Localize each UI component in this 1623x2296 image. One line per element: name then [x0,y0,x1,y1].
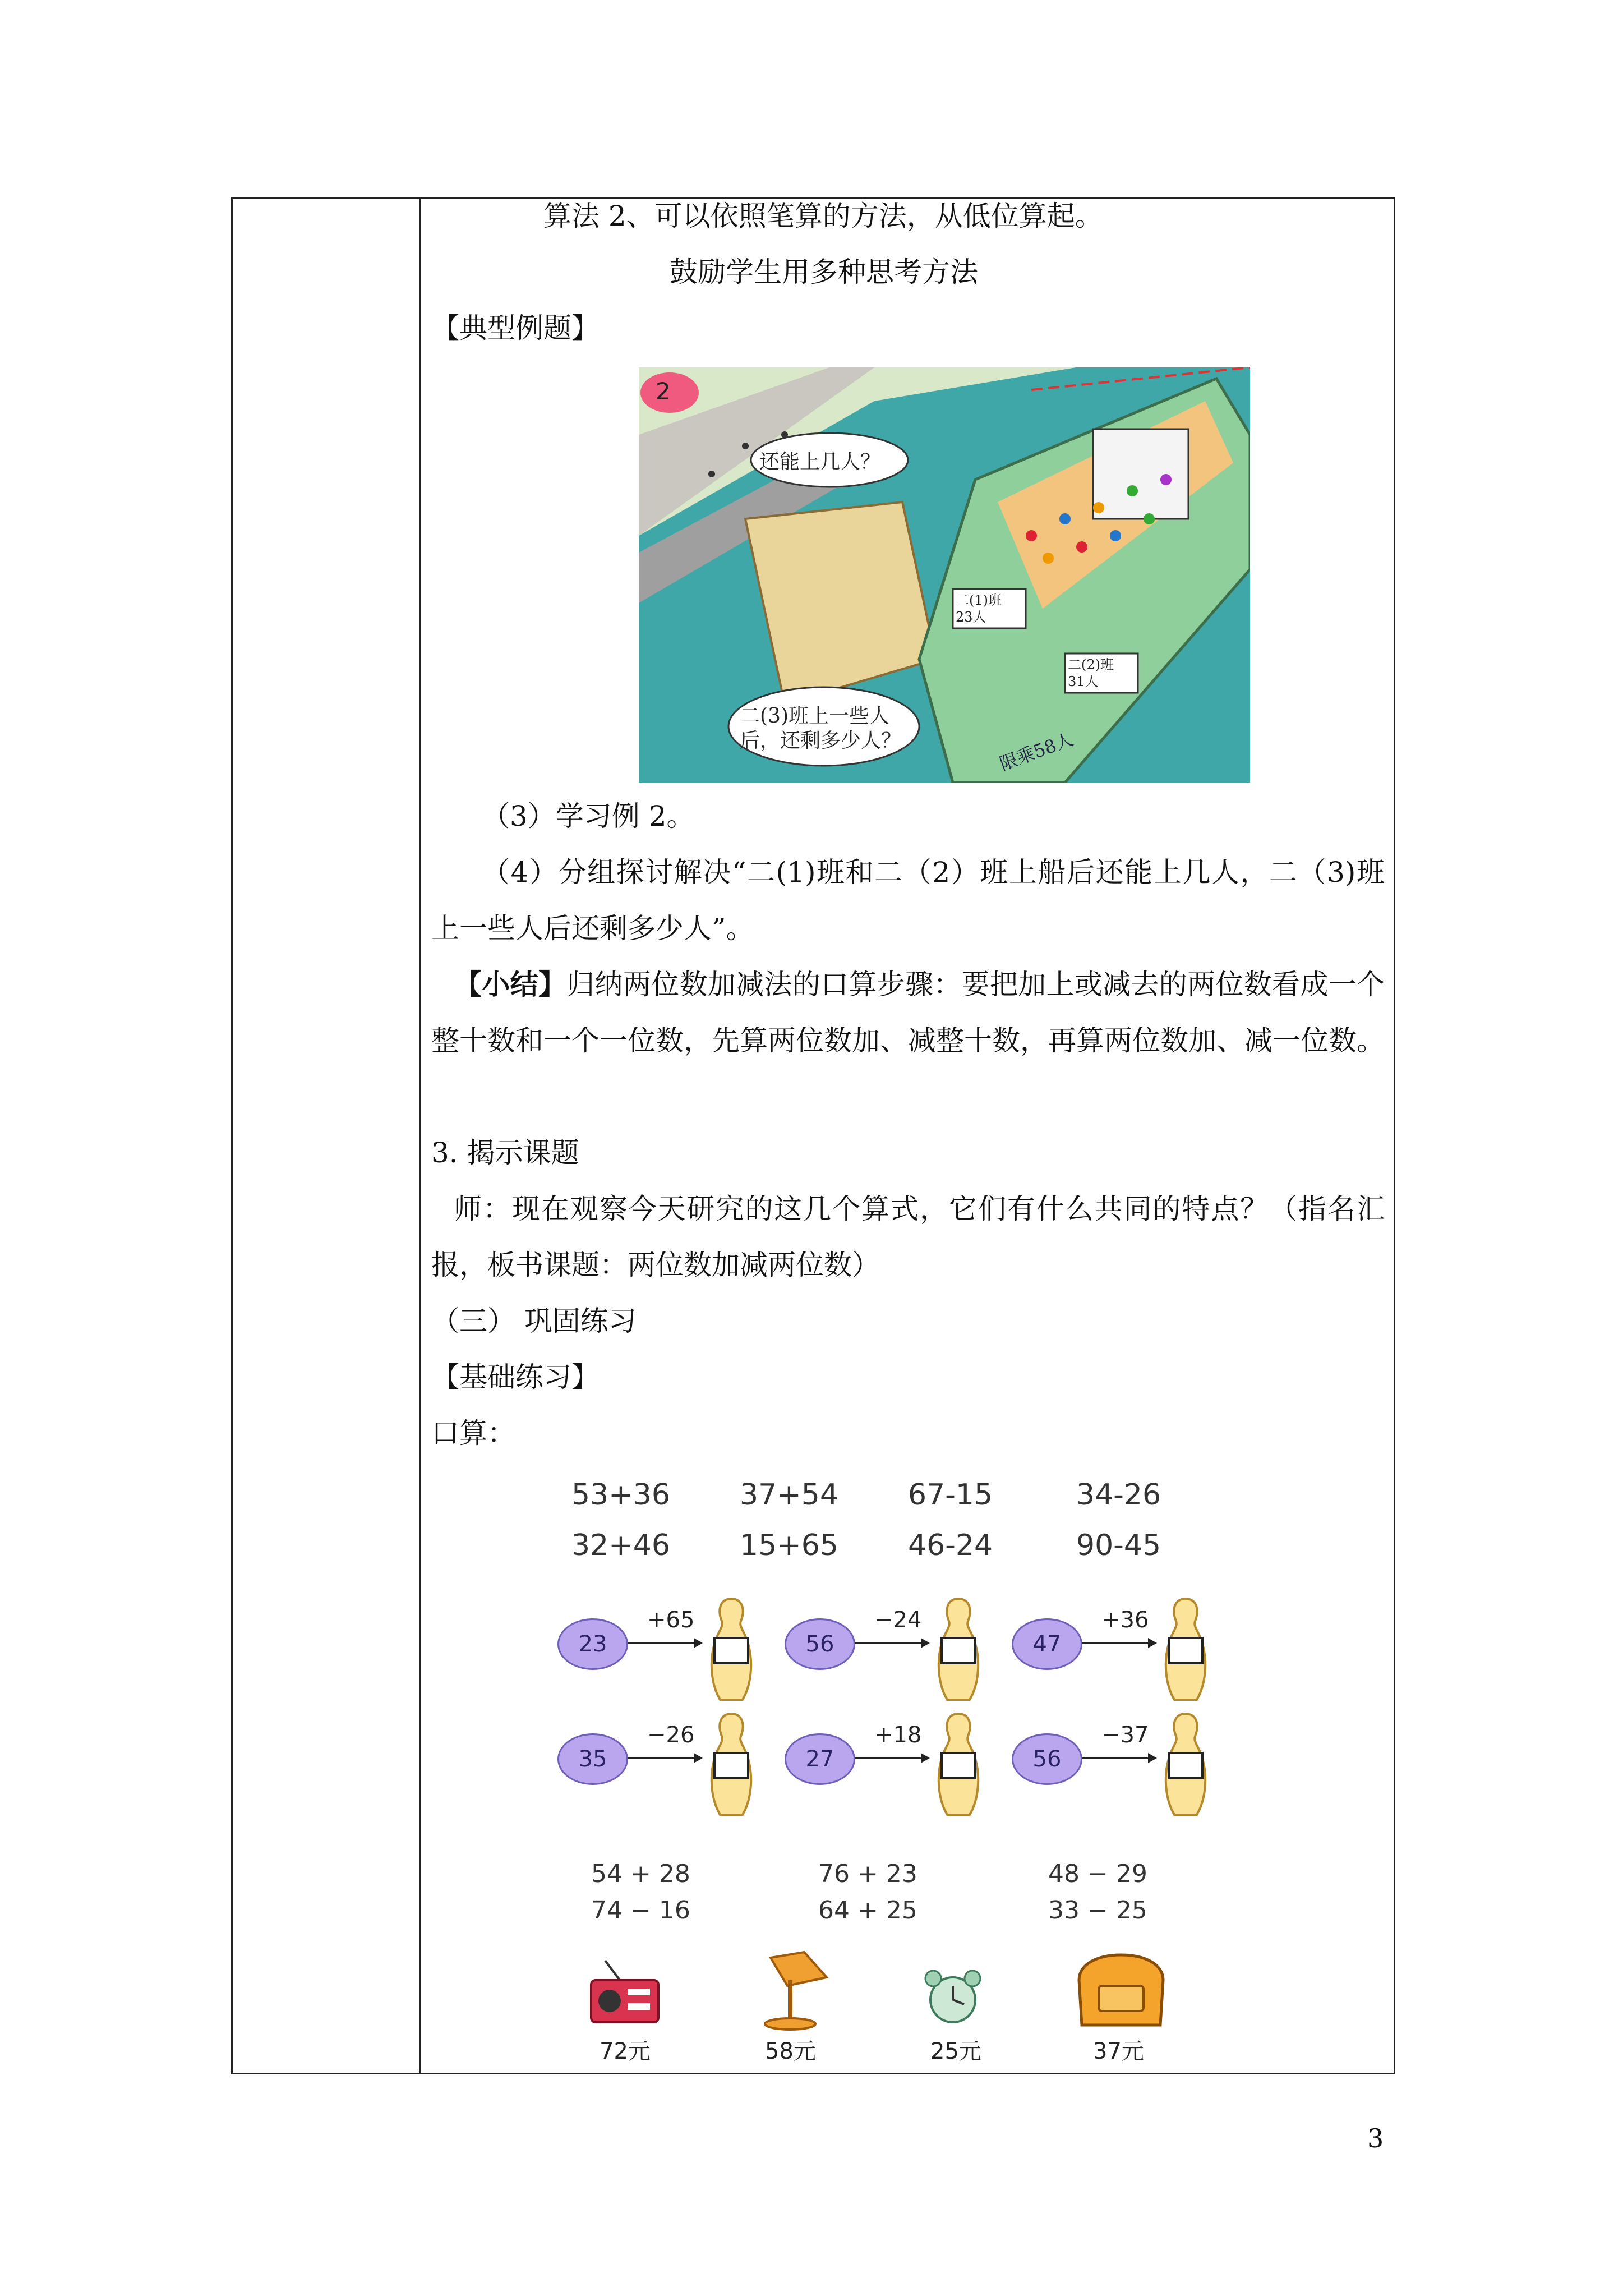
example-badge: 2 [656,378,671,405]
pin-op-5: +18 [874,1722,922,1748]
summary-text: 归纳两位数加减法的口算步骤：要把加上或减去的两位数看成一个整十数和一个一位数，先算两位数加、减整十数，再算两位数加、减一位数。 [431,968,1385,1057]
bowling-pin-icon [928,1711,989,1818]
bowling-pin-icon [1155,1596,1216,1703]
pin-op-1: +65 [647,1607,695,1633]
bowling-pin-icon [700,1596,762,1703]
vertical-2-2: 64 + 25 [818,1896,917,1925]
class2-sign: 二(2)班 31人 [1068,657,1114,689]
pin-op-3: +36 [1101,1607,1149,1633]
price-clock: 25元 [930,2039,981,2064]
teacher-paragraph: 师：现在观察今天研究的这几个算式，它们有什么共同的特点？（指名汇报，板书课题：两位数加减两位数） [431,1193,1385,1281]
price-lamp: 58元 [765,2039,816,2064]
bowling-pin-icon [928,1596,989,1703]
pin-op-2: −24 [874,1607,922,1633]
pin-start-6: 56 [1012,1733,1082,1785]
oral-1-3: 67-15 [908,1478,993,1512]
bubble-remaining: 二(3)班上一些人后，还剩多少人？ [740,705,902,752]
price-radio: 72元 [600,2039,651,2064]
radio-icon [583,1955,661,2028]
arrow-4 [628,1757,700,1759]
reveal-line: 3. 揭示课题 [431,1137,579,1169]
hull-capacity: 限乘58人 [997,728,1076,775]
backpack-icon [1065,1947,1177,2031]
oral-label: 口算： [431,1417,515,1450]
typical-heading: 【典型例题】 [431,312,600,344]
pin-start-3: 47 [1012,1618,1082,1670]
arrow-1 [628,1642,700,1644]
column-divider [419,199,421,2073]
summary-paragraph [431,956,1385,1069]
oral-2-3: 46-24 [908,1529,993,1562]
oral-2-4: 90-45 [1076,1529,1161,1562]
content-cell [431,199,1385,2073]
oral-1-1: 53+36 [571,1478,670,1512]
boat-illustration [639,367,1250,783]
pin-start-5: 27 [785,1733,855,1785]
oral-1-4: 34-26 [1076,1478,1161,1512]
desk-lamp-icon [748,1947,838,2031]
consolidate-line: （三） 巩固练习 [431,1305,637,1337]
vertical-2-3: 33 − 25 [1048,1896,1147,1925]
page-number: 3 [1367,2123,1384,2154]
arrow-5 [855,1757,928,1759]
arrow-6 [1082,1757,1155,1759]
pin-start-1: 23 [557,1618,628,1670]
arrow-3 [1082,1642,1155,1644]
vertical-1-3: 48 − 29 [1048,1860,1147,1888]
pin-op-6: −37 [1101,1722,1149,1748]
algo2-line: 算法 2、可以依照笔算的方法，从低位算起。 [543,200,1103,232]
class1-sign: 二(1)班 23人 [956,592,1002,625]
discuss-paragraph: （4）分组探讨解决“二(1)班和二（2）班上船后还能上几人，二（3)班上一些人后还剩多少人”。 [431,856,1385,945]
pin-start-2: 56 [785,1618,855,1670]
arrow-2 [855,1642,928,1644]
encourage-line: 鼓励学生用多种思考方法 [670,256,978,288]
alarm-clock-icon [919,1966,986,2028]
boat-scene [639,367,1250,783]
price-backpack: 37元 [1093,2039,1144,2064]
bowling-pin-icon [700,1711,762,1818]
study-line: （3）学习例 2。 [482,800,695,832]
lesson-table [231,197,1395,2074]
basic-heading: 【基础练习】 [431,1361,600,1393]
pin-start-4: 35 [557,1733,628,1785]
vertical-1-2: 76 + 23 [818,1860,917,1888]
vertical-2-1: 74 − 16 [591,1896,690,1925]
bubble-can-board: 还能上几人？ [759,450,881,473]
oral-2-2: 15+65 [740,1529,838,1562]
oral-2-1: 32+46 [571,1529,670,1562]
vertical-1-1: 54 + 28 [591,1860,690,1888]
summary-label: 【小结】 [454,968,567,1001]
pin-op-4: −26 [647,1722,695,1748]
bowling-pin-icon [1155,1711,1216,1818]
oral-1-2: 37+54 [740,1478,838,1512]
